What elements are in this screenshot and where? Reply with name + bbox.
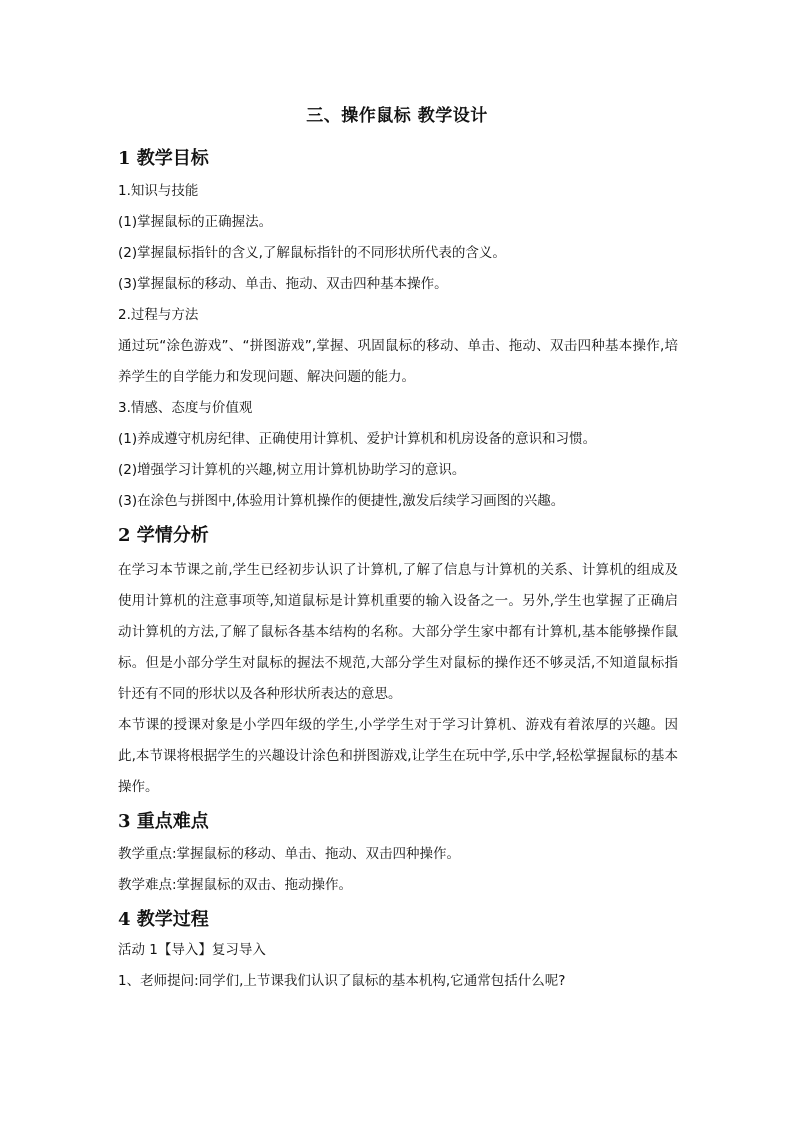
- section-heading-analysis: 2 学情分析: [118, 525, 209, 546]
- teaching-focus: 教学重点:掌握鼠标的移动、单击、拖动、双击四种操作。: [118, 846, 461, 862]
- attitude-item: (1)养成遵守机房纪律、正确使用计算机、爱护计算机和机房设备的意识和习惯。: [118, 431, 597, 447]
- process-method-text: 通过玩“涂色游戏”、“拼图游戏”,掌握、巩固鼠标的移动、单击、拖动、双击四种基本操作,培养学生的自学能力和发现问题、解决问题的能力。: [118, 338, 678, 385]
- objective-item: (1)掌握鼠标的正确握法。: [118, 214, 273, 230]
- subheading-attitude-values: 3.情感、态度与价值观: [118, 400, 253, 416]
- teaching-difficulty: 教学难点:掌握鼠标的双击、拖动操作。: [118, 877, 353, 893]
- attitude-item: (2)增强学习计算机的兴趣,树立用计算机协助学习的意识。: [118, 462, 466, 478]
- activity-label: 活动 1【导入】复习导入: [118, 942, 266, 958]
- document-body: [118, 140, 678, 997]
- page-title: 三、操作鼠标 教学设计: [306, 106, 488, 126]
- objective-item: (2)掌握鼠标指针的含义,了解鼠标指针的不同形状所代表的含义。: [118, 245, 506, 261]
- subheading-knowledge-skills: 1.知识与技能: [118, 183, 199, 199]
- analysis-paragraph: 本节课的授课对象是小学四年级的学生,小学学生对于学习计算机、游戏有着浓厚的兴趣。因此,本节课将根据学生的兴趣设计涂色和拼图游戏,让学生在玩中学,乐中学,轻松掌握鼠标的基本操作。: [118, 717, 678, 795]
- objective-item: (3)掌握鼠标的移动、单击、拖动、双击四种基本操作。: [118, 276, 448, 292]
- subheading-process-method: 2.过程与方法: [118, 307, 199, 323]
- analysis-paragraph: 在学习本节课之前,学生已经初步认识了计算机,了解了信息与计算机的关系、计算机的组成及使用计算机的注意事项等,知道鼠标是计算机重要的输入设备之一。另外,学生也掌握了正确启动计算机的方法,了解了鼠标各基本结构的名称。大部分学生家中都有计算机,基本能够操作鼠标。但是小部分学生对鼠标的握法不规范,大部分学生对鼠标的操作还不够灵活,不知道鼠标指针还有不同的形状以及各种形状所表达的意思。: [118, 562, 678, 702]
- section-heading-process: 4 教学过程: [118, 909, 209, 930]
- process-step: 1、老师提问:同学们,上节课我们认识了鼠标的基本机构,它通常包括什么呢?: [118, 973, 566, 989]
- attitude-item: (3)在涂色与拼图中,体验用计算机操作的便捷性,激发后续学习画图的兴趣。: [118, 493, 565, 509]
- section-heading-objectives: 1 教学目标: [118, 148, 209, 169]
- section-heading-keypoints: 3 重点难点: [118, 811, 209, 832]
